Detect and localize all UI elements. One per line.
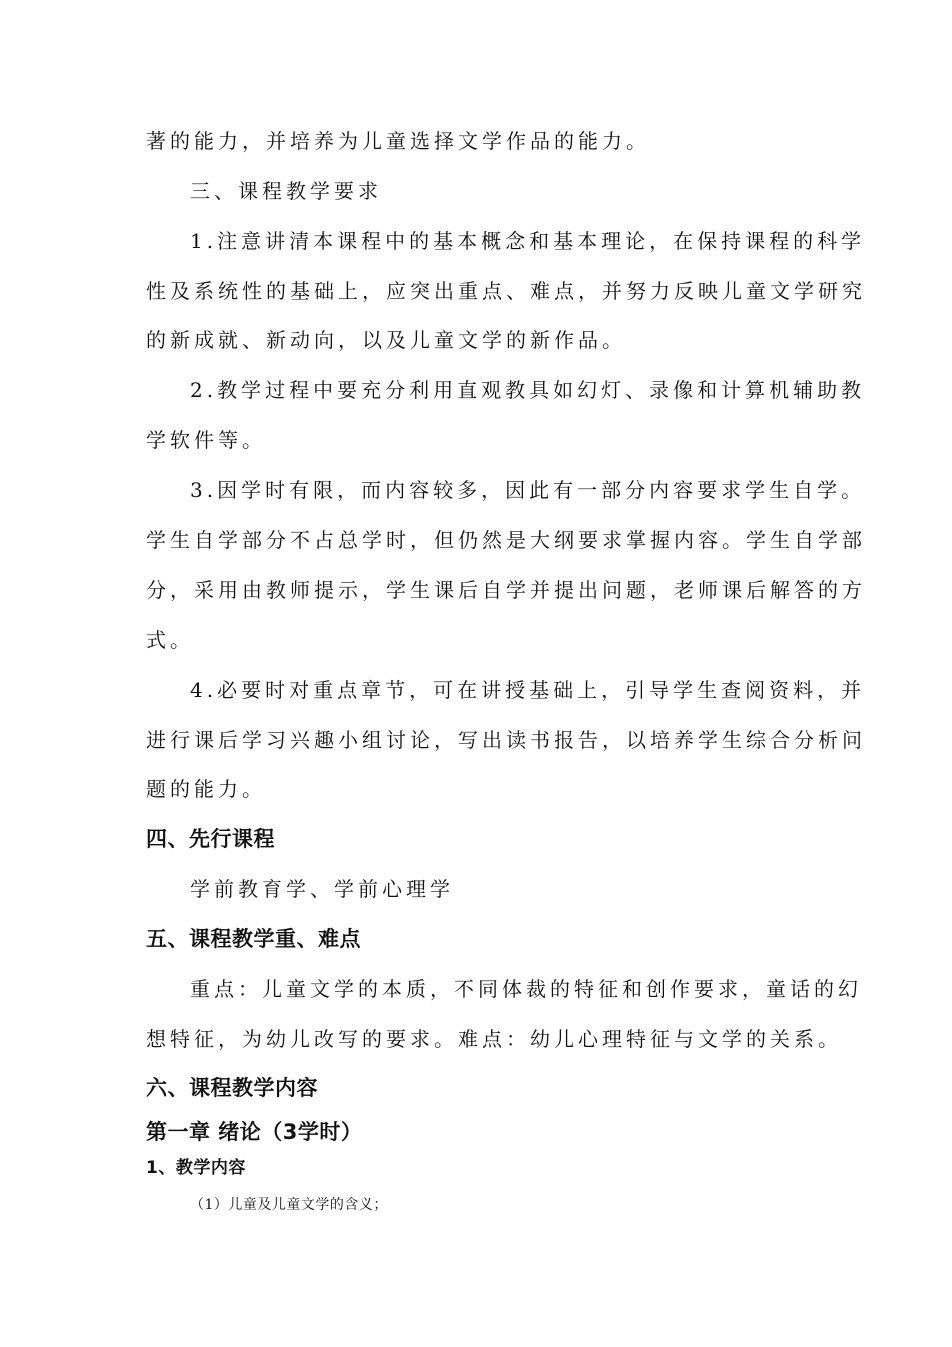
paragraph-line: 2.教学过程中要充分利用直观教具如幻灯、录像和计算机辅助教 xyxy=(190,378,866,402)
paragraph-line: 进行课后学习兴趣小组讨论，写出读书报告，以培养学生综合分析问 xyxy=(146,728,866,752)
paragraph-line: 的新成就、新动向，以及儿童文学的新作品。 xyxy=(146,328,626,352)
section-heading: 三、课程教学要求 xyxy=(190,179,382,203)
paragraph-line: 3.因学时有限，而内容较多，因此有一部分内容要求学生自学。 xyxy=(190,478,866,502)
paragraph-line: 式。 xyxy=(146,628,194,652)
paragraph-line: 分，采用由教师提示，学生课后自学并提出问题，老师课后解答的方 xyxy=(146,578,866,602)
paragraph-line: 1.注意讲清本课程中的基本概念和基本理论，在保持课程的科学 xyxy=(190,229,866,253)
section-heading: 五、课程教学重、难点 xyxy=(146,927,361,951)
section-heading: 六、课程教学内容 xyxy=(146,1076,318,1100)
paragraph-line: 学生自学部分不占总学时，但仍然是大纲要求掌握内容。学生自学部 xyxy=(146,528,866,552)
paragraph-line: 性及系统性的基础上，应突出重点、难点，并努力反映儿童文学研究 xyxy=(146,279,866,303)
paragraph-line: 重点：儿童文学的本质，不同体裁的特征和创作要求，童话的幻 xyxy=(190,977,862,1001)
paragraph-line: 学前教育学、学前心理学 xyxy=(190,877,454,901)
paragraph-line: 想特征，为幼儿改写的要求。难点：幼儿心理特征与文学的关系。 xyxy=(146,1027,842,1051)
paragraph-line: 4.必要时对重点章节，可在讲授基础上，引导学生查阅资料，并 xyxy=(190,678,866,702)
paragraph-line: 学软件等。 xyxy=(146,428,266,452)
list-item: （1）儿童及儿童文学的含义； xyxy=(190,1197,388,1213)
paragraph-line: 题的能力。 xyxy=(146,777,266,801)
paragraph-line: 著的能力，并培养为儿童选择文学作品的能力。 xyxy=(146,129,650,153)
subsection-heading: 1、教学内容 xyxy=(146,1158,246,1178)
section-heading: 四、先行课程 xyxy=(146,827,275,851)
chapter-heading: 第一章 绪论（3学时） xyxy=(146,1120,363,1144)
